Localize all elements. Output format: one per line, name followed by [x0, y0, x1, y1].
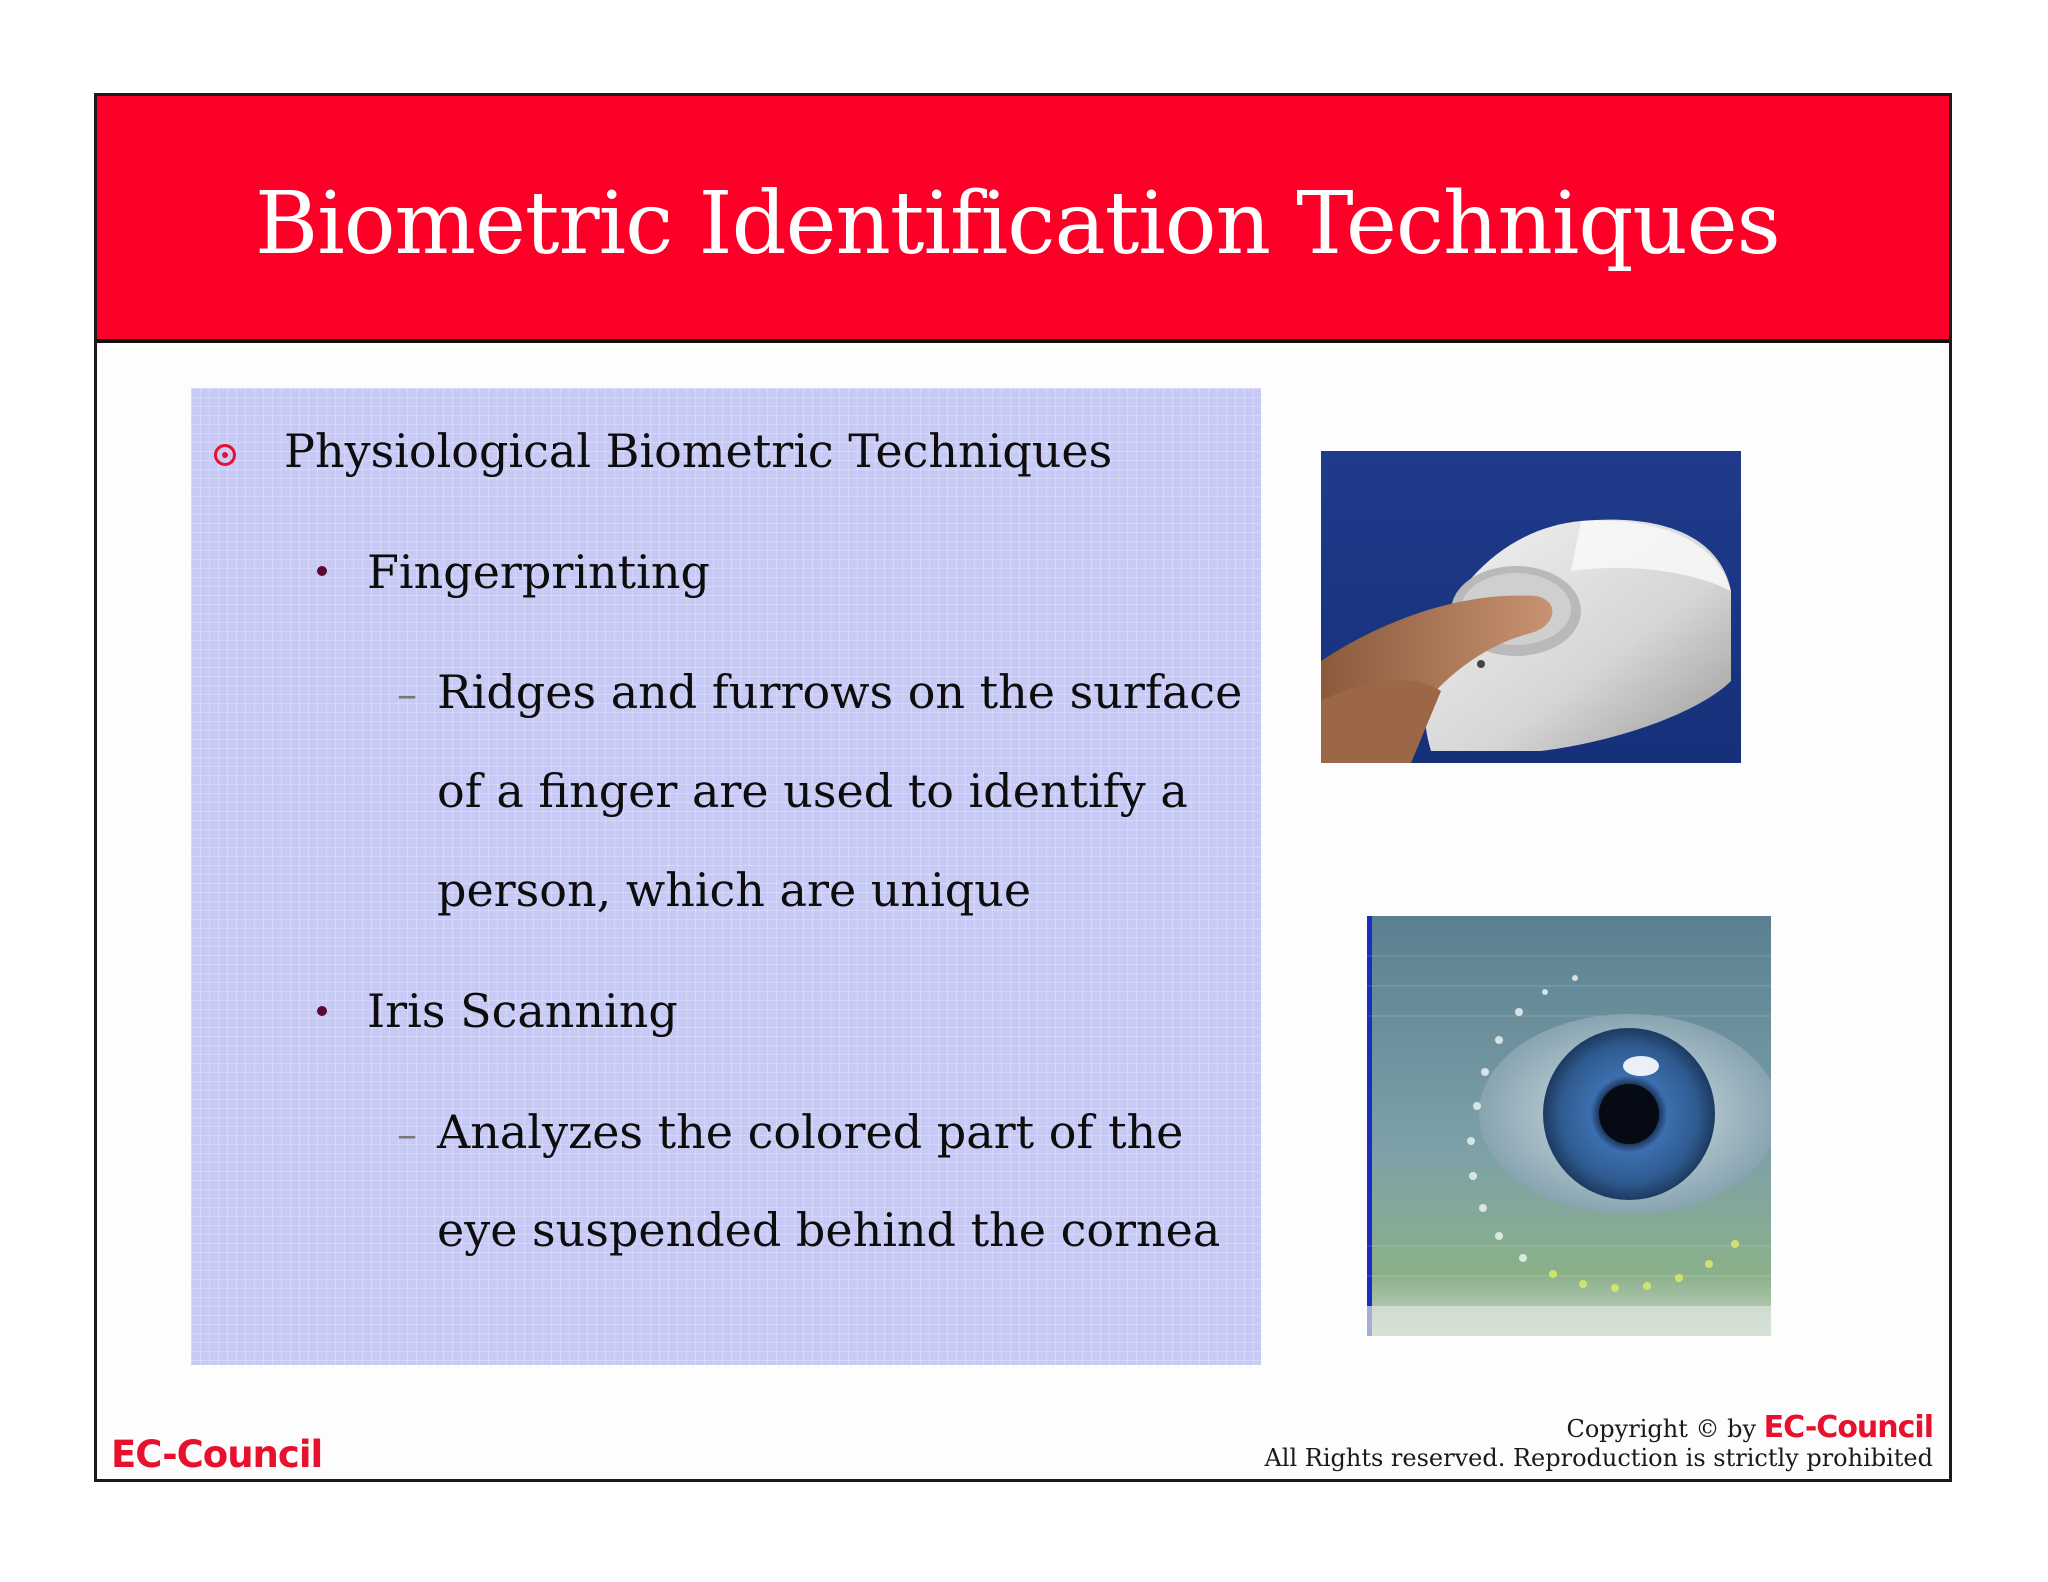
fingerprint-detail-line-3: person, which are unique	[437, 863, 1032, 917]
bullet-iris-scanning: Iris Scanning	[367, 984, 678, 1038]
copyright-prefix: Copyright © by	[1566, 1415, 1757, 1443]
dash-bullet-icon: –	[397, 672, 417, 718]
dot-bullet-icon	[317, 1006, 327, 1016]
dash-bullet-icon: –	[397, 1112, 417, 1158]
iris-detail-line-1: Analyzes the colored part of the	[437, 1105, 1184, 1159]
fingerprint-detail-line-2: of a finger are used to identify a	[437, 764, 1188, 818]
bullet-physiological: Physiological Biometric Techniques	[284, 424, 1113, 478]
copyright-brand: EC-Council	[1763, 1410, 1933, 1445]
copyright-line	[1566, 1410, 1933, 1445]
slide-frame	[94, 93, 1952, 1482]
fingerprint-scanner-photo	[1321, 451, 1741, 763]
dot-bullet-icon	[317, 566, 327, 576]
iris-scan-illustration	[1367, 916, 1771, 1336]
ec-council-logo: EC-Council	[111, 1433, 323, 1476]
iris-scan-photo	[1367, 916, 1771, 1336]
bullet-fingerprinting: Fingerprinting	[367, 545, 710, 599]
rights-notice: All Rights reserved. Reproduction is strictly prohibited	[1264, 1444, 1933, 1472]
slide-title: Biometric Identification Techniques	[255, 174, 1780, 274]
target-bullet-icon	[214, 444, 236, 466]
content-panel	[191, 388, 1261, 1365]
iris-detail-line-2: eye suspended behind the cornea	[437, 1203, 1221, 1257]
fingerprint-detail-line-1: Ridges and furrows on the surface	[437, 665, 1243, 719]
title-banner	[97, 96, 1949, 343]
fingerprint-scanner-illustration	[1321, 451, 1741, 763]
